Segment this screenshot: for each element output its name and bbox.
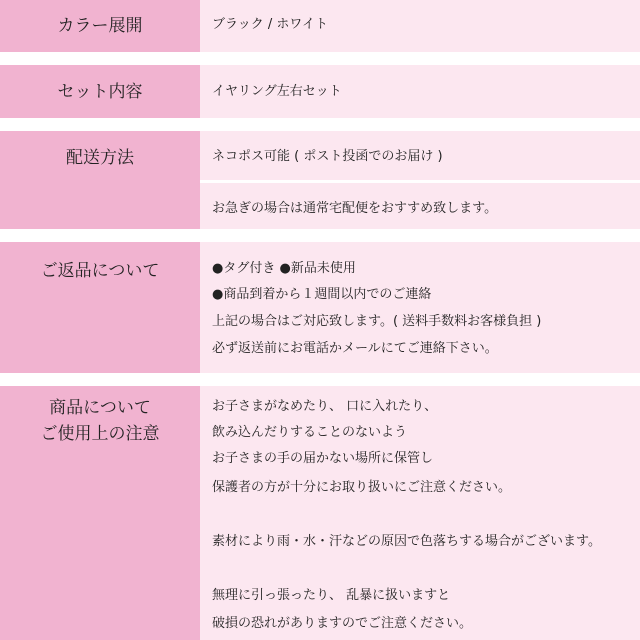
notes-line-2: 飲み込んだりすることのないよう (212, 425, 408, 440)
label-returns (0, 242, 200, 373)
value-usage-notes (200, 386, 640, 640)
label-returns-text: ご返品について (40, 261, 160, 281)
returns-line-1: ●タグ付き ●新品未使用 (212, 261, 356, 276)
notes-line-1: お子さまがなめたり、 口に入れたり、 (212, 399, 438, 414)
value-returns (200, 242, 640, 373)
returns-line-4: 必ず返送前にお電話かメールにてご連絡下さい。 (212, 341, 498, 356)
value-color (200, 0, 640, 52)
label-usage-notes (0, 386, 200, 640)
label-color (0, 0, 200, 52)
notes-line-6: 無理に引っ張ったり、 乱暴に扱いますと (212, 588, 451, 603)
shipping-divider (200, 180, 640, 183)
color-value-text: ブラック / ホワイト (212, 17, 328, 32)
notes-line-5: 素材により雨・水・汗などの原因で色落ちする場合がございます。 (212, 534, 601, 549)
row-usage-notes (0, 386, 640, 640)
returns-line-3: 上記の場合はご対応致します。( 送料手数料お客様負担 ) (212, 314, 542, 329)
label-shipping-text: 配送方法 (66, 148, 134, 168)
shipping-line-2: お急ぎの場合は通常宅配便をおすすめ致します。 (212, 201, 498, 216)
label-usage-notes-line-1: 商品について (49, 398, 151, 418)
label-set-contents-text: セット内容 (57, 82, 143, 102)
shipping-line-1: ネコポス可能 ( ポスト投函でのお届け ) (212, 149, 443, 164)
value-set-contents (200, 65, 640, 118)
row-set-contents (0, 65, 640, 118)
row-returns (0, 242, 640, 373)
returns-line-2: ●商品到着から１週間以内でのご連絡 (212, 287, 432, 302)
label-set-contents (0, 65, 200, 118)
notes-line-4: 保護者の方が十分にお取り扱いにご注意ください。 (212, 480, 512, 495)
label-shipping (0, 131, 200, 229)
set-contents-text: イヤリング左右セット (212, 84, 342, 99)
notes-line-7: 破損の恐れがありますのでご注意ください。 (212, 616, 473, 631)
notes-line-3: お子さまの手の届かない場所に保管し (212, 451, 434, 466)
row-shipping (0, 131, 640, 229)
row-color (0, 0, 640, 52)
label-color-text: カラー展開 (57, 16, 143, 36)
label-usage-notes-line-2: ご使用上の注意 (40, 424, 160, 444)
